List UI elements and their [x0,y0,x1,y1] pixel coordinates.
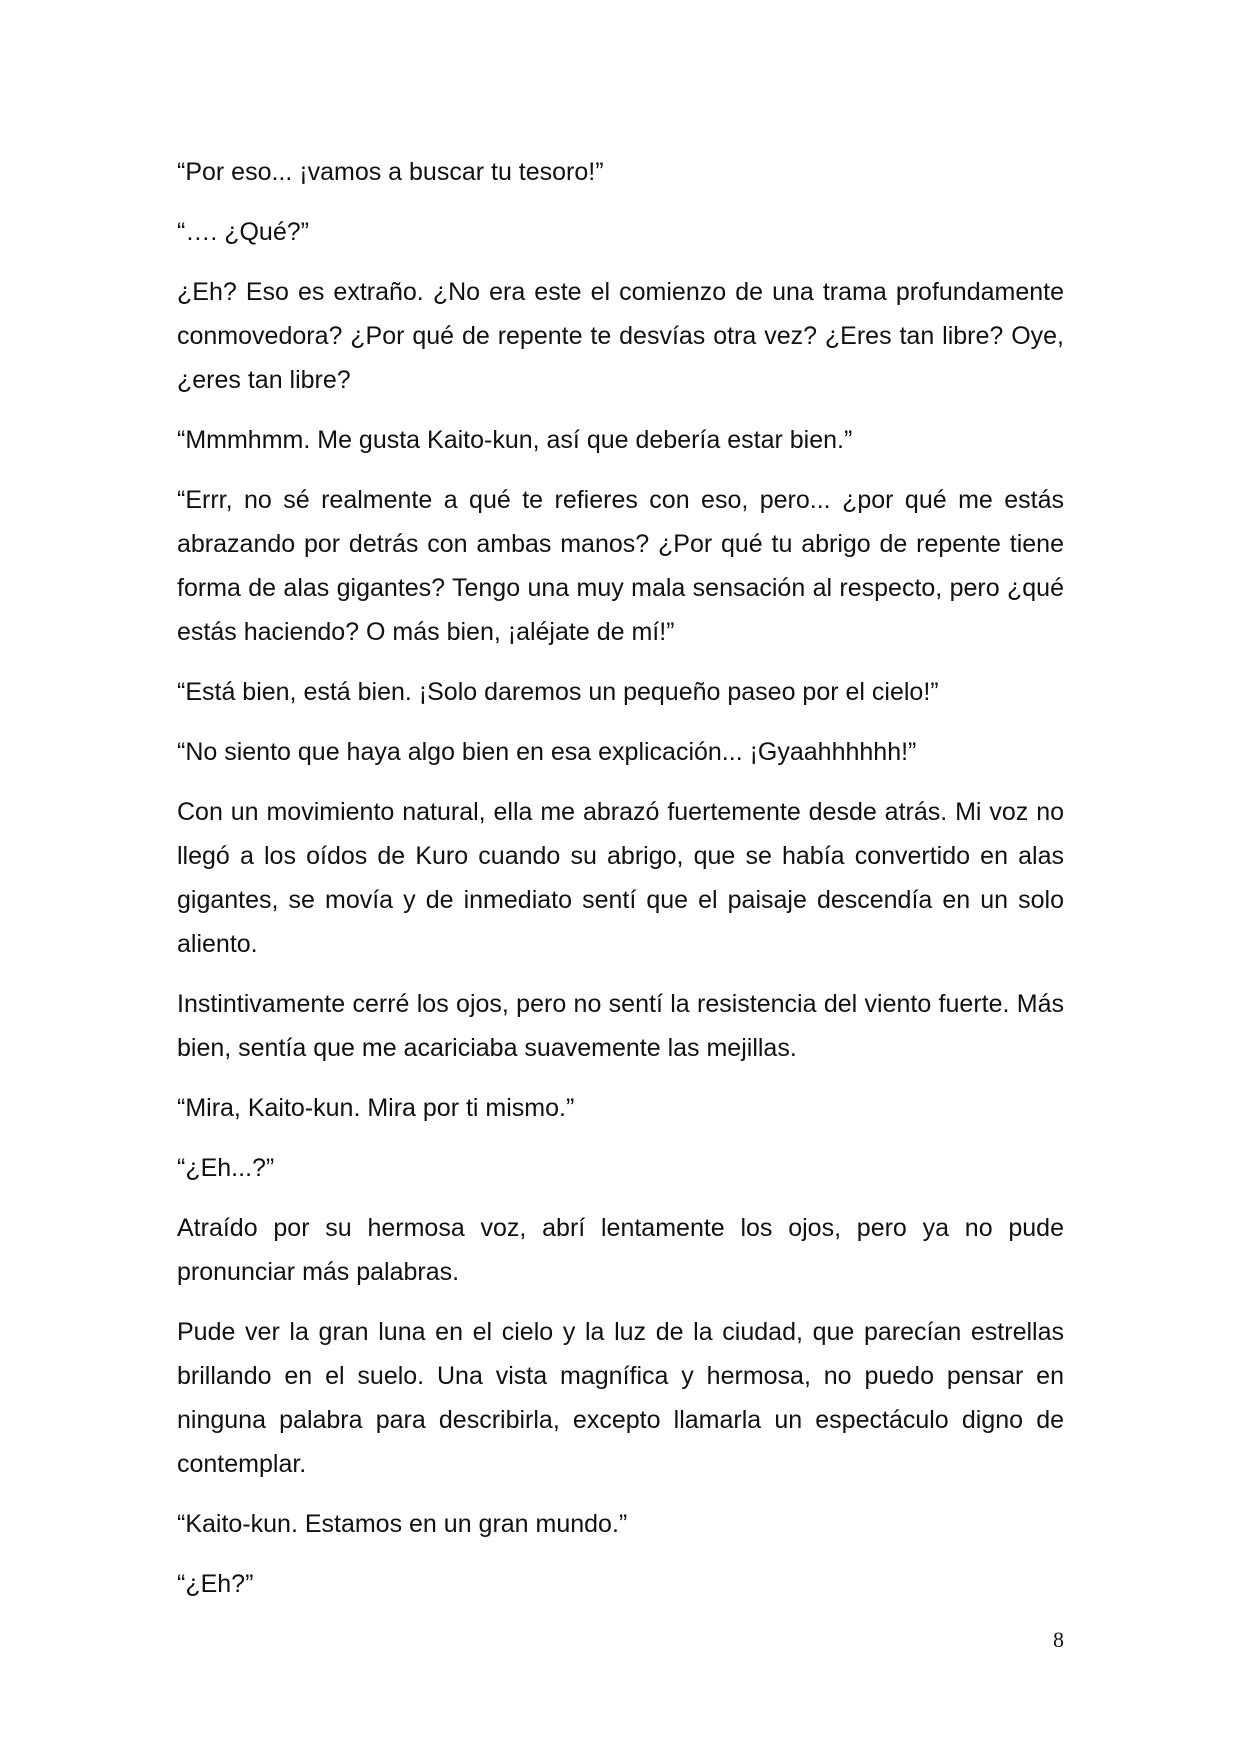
paragraph: “Errr, no sé realmente a qué te refieres con eso, pero... ¿por qué me estás abrazando por detrás con ambas manos? ¿Por qué tu abrigo de repente tiene forma de alas gigantes? Tengo una muy mala sensación al respecto, pero ¿qué estás haciendo? O más bien, ¡aléjate de mí!” [177,486,1064,646]
paragraph: “…. ¿Qué?” [177,218,309,246]
page-number: 8 [1053,1627,1064,1652]
paragraph: “Kaito-kun. Estamos en un gran mundo.” [177,1510,628,1538]
page-body [177,150,1064,1622]
paragraph: Con un movimiento natural, ella me abrazó fuertemente desde atrás. Mi voz no llegó a los oídos de Kuro cuando su abrigo, que se había convertido en alas gigantes, se movía y de inmediato sentí que el paisaje descendía en un solo aliento. [177,798,1064,958]
paragraph: “Mira, Kaito-kun. Mira por ti mismo.” [177,1094,575,1122]
paragraph: Atraído por su hermosa voz, abrí lentamente los ojos, pero ya no pude pronunciar más palabras. [177,1214,1064,1286]
paragraph: ¿Eh? Eso es extraño. ¿No era este el comienzo de una trama profundamente conmovedora? ¿Por qué de repente te desvías otra vez? ¿Eres tan libre? Oye, ¿eres tan libre? [177,278,1064,394]
paragraph: “No siento que haya algo bien en esa explicación... ¡Gyaahhhhhh!” [177,738,917,766]
paragraph: Pude ver la gran luna en el cielo y la luz de la ciudad, que parecían estrellas brillando en el suelo. Una vista magnífica y hermosa, no puedo pensar en ninguna palabra para describirla, excepto llamarla un espectáculo digno de contemplar. [177,1318,1064,1478]
paragraph: “Está bien, está bien. ¡Solo daremos un pequeño paseo por el cielo!” [177,678,939,706]
paragraph: “¿Eh...?” [177,1154,275,1182]
paragraph: “Por eso... ¡vamos a buscar tu tesoro!” [177,158,604,186]
paragraph: “¿Eh?” [177,1570,254,1598]
paragraph: “Mmmhmm. Me gusta Kaito-kun, así que debería estar bien.” [177,426,853,454]
paragraph: Instintivamente cerré los ojos, pero no sentí la resistencia del viento fuerte. Más bien, sentía que me acariciaba suavemente las mejillas. [177,990,1064,1062]
